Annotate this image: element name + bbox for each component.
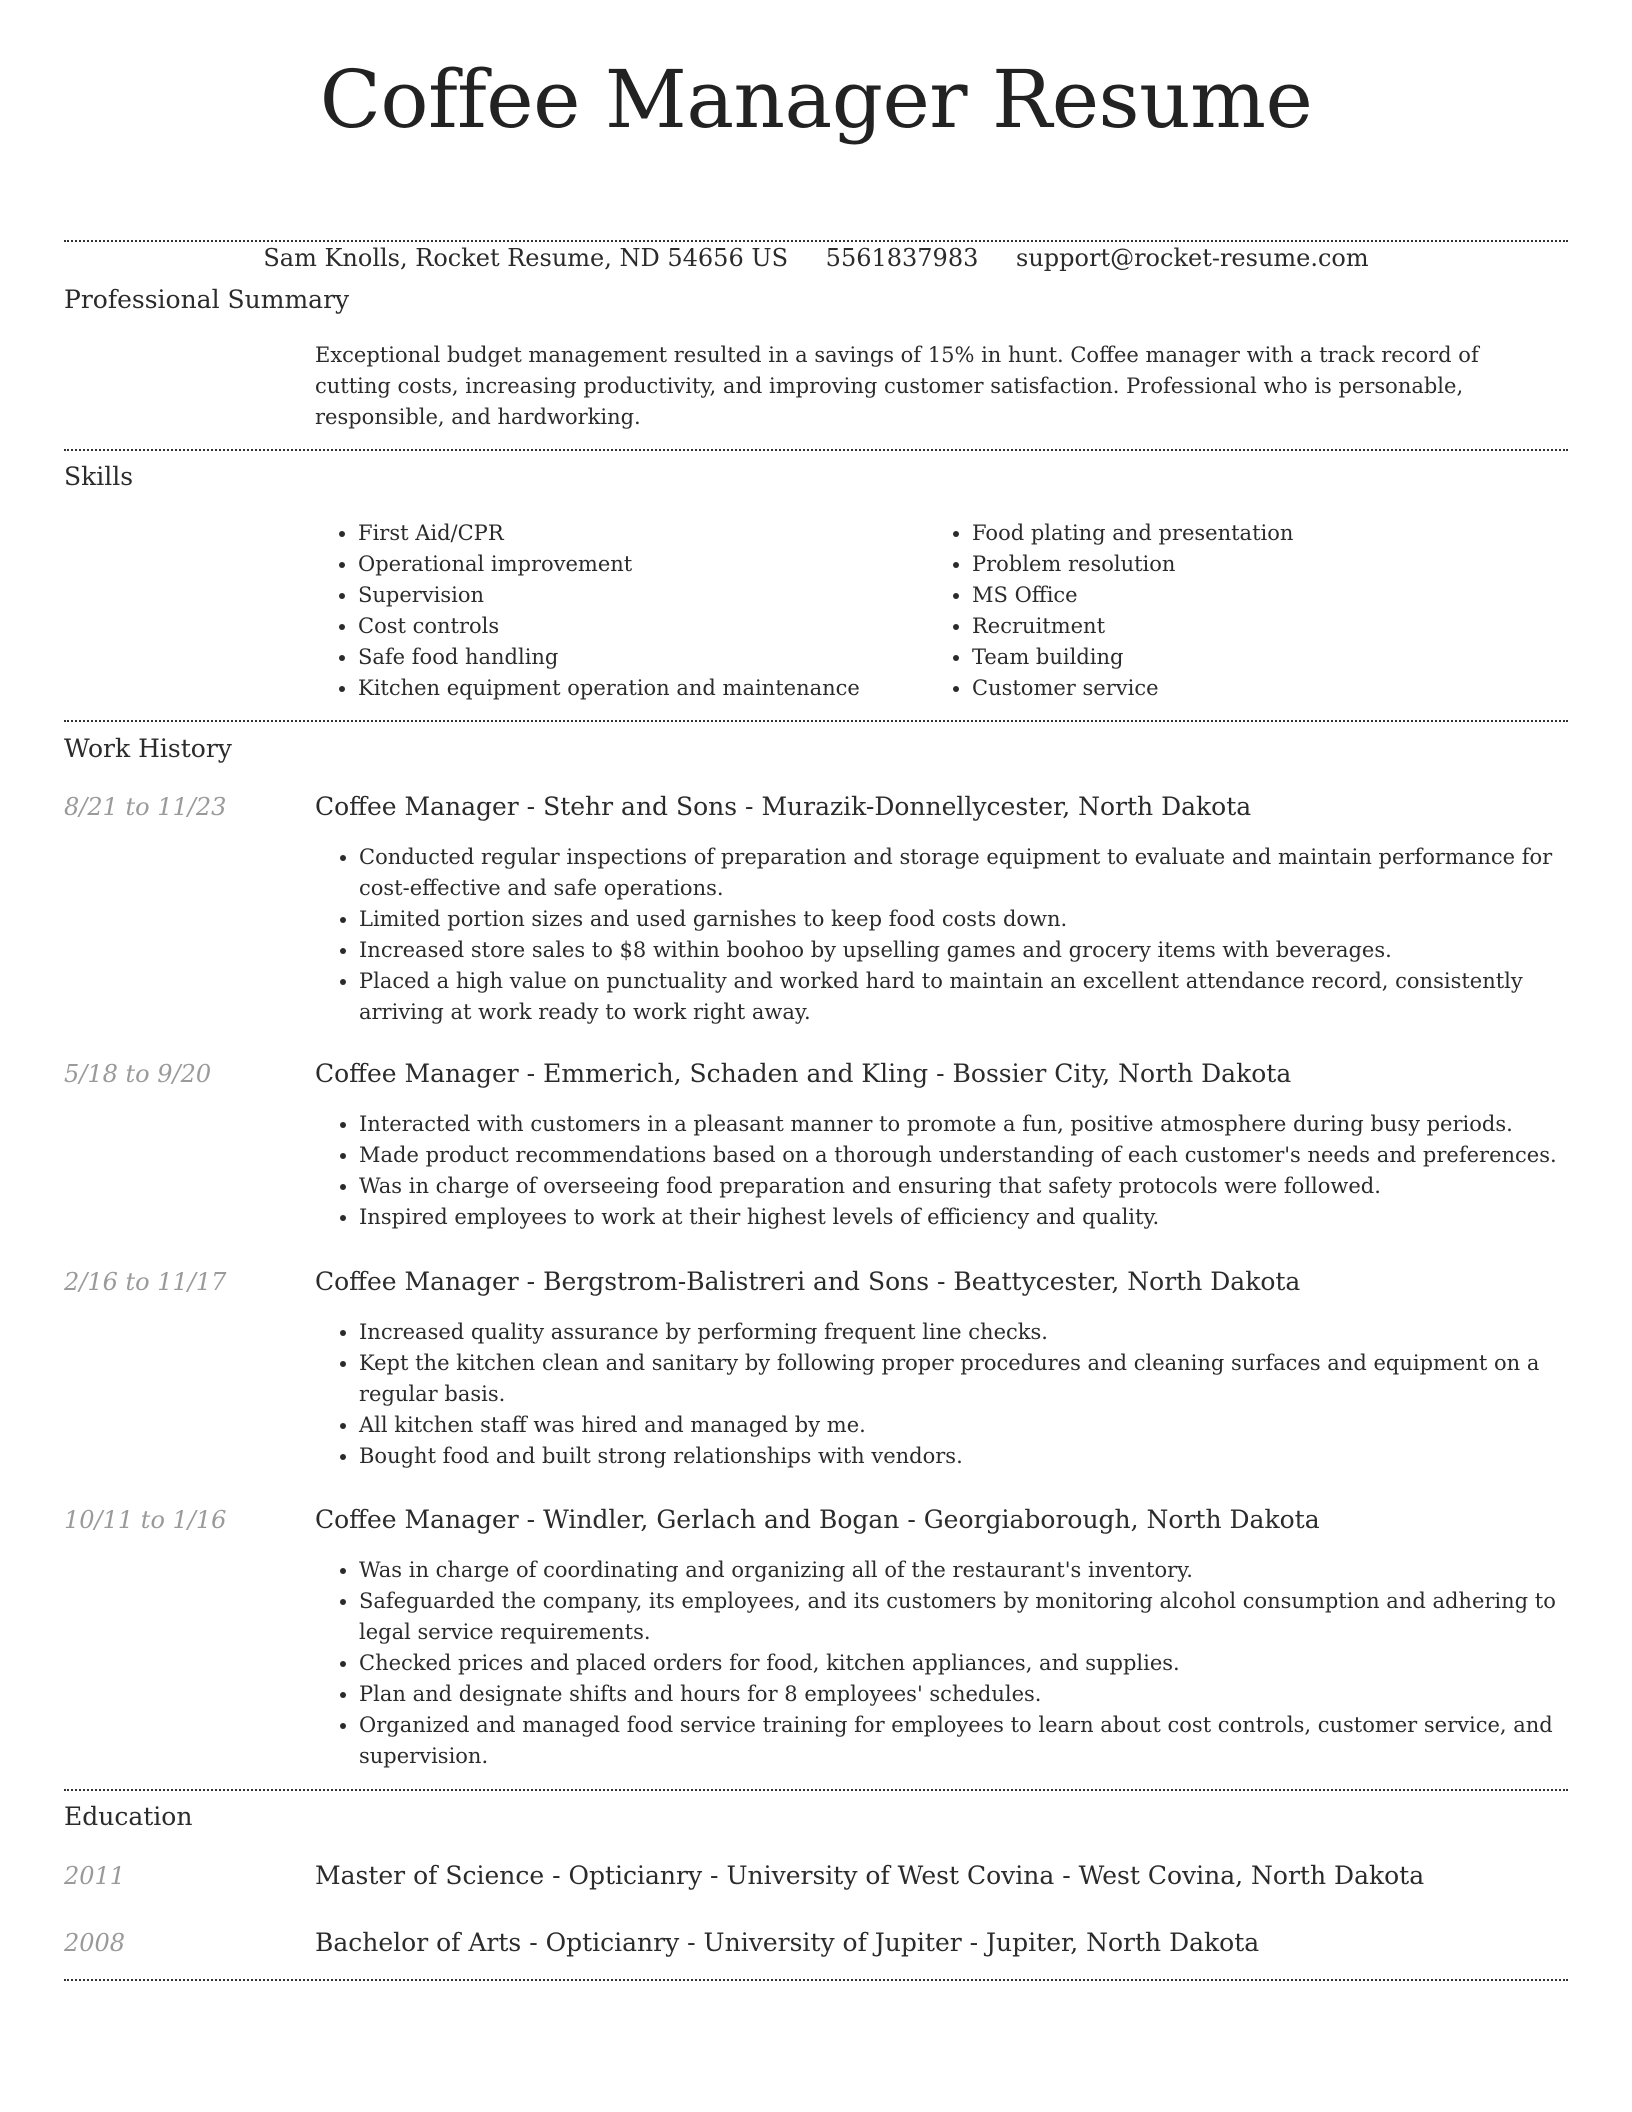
skill-item: • First Aid/CPR (358, 518, 894, 549)
job-dates: 8/21 to 11/23 (64, 793, 227, 821)
skills-right-list (928, 518, 1508, 704)
contact-address: Sam Knolls, Rocket Resume, ND 54656 US (263, 244, 789, 272)
job-dates: 5/18 to 9/20 (64, 1060, 212, 1088)
job-bullet: • Conducted regular inspections of preparation and storage equipment to evaluate and maintain performance for cost-effective and safe operations. (359, 842, 1565, 904)
job-bullet: • Placed a high value on punctuality and worked hard to maintain an excellent attendance record, consistently arriving at work ready to work right away. (359, 966, 1565, 1028)
job-bullet: • Plan and designate shifts and hours for 8 employees' schedules. (359, 1679, 1565, 1710)
contact-line (0, 242, 1632, 274)
skill-item: • MS Office (972, 580, 1508, 611)
job-dates: 10/11 to 1/16 (64, 1506, 227, 1534)
skills-heading: Skills (64, 462, 134, 491)
job-bullets (315, 1555, 1565, 1772)
education-degree: Master of Science - Opticianry - University of West Covina - West Covina, North Dakota (315, 1861, 1425, 1890)
contact-phone: 5561837983 (825, 244, 979, 272)
skill-item: • Recruitment (972, 611, 1508, 642)
job-bullet: • Inspired employees to work at their highest levels of efficiency and quality. (359, 1202, 1565, 1233)
job-bullet: • Increased store sales to $8 within boohoo by upselling games and grocery items with beverages. (359, 935, 1565, 966)
job-bullet: • Bought food and built strong relationships with vendors. (359, 1441, 1565, 1472)
work-heading: Work History (64, 734, 232, 763)
job-bullet: • All kitchen staff was hired and managed by me. (359, 1410, 1565, 1441)
education-degree: Bachelor of Arts - Opticianry - University of Jupiter - Jupiter, North Dakota (315, 1928, 1260, 1957)
skill-item: • Kitchen equipment operation and maintenance (358, 673, 894, 704)
skill-item: • Food plating and presentation (972, 518, 1508, 549)
skill-item: • Operational improvement (358, 549, 894, 580)
job-title: Coffee Manager - Stehr and Sons - Murazik-Donnellycester, North Dakota (315, 792, 1252, 821)
job-bullets (315, 842, 1565, 1028)
skills-left-list (314, 518, 894, 704)
job-bullets (315, 1317, 1565, 1472)
skills-left-column (314, 518, 894, 704)
job-bullet: • Organized and managed food service training for employees to learn about cost controls, customer service, and supervision. (359, 1710, 1565, 1772)
skill-item: • Safe food handling (358, 642, 894, 673)
job-title: Coffee Manager - Bergstrom-Balistreri and Sons - Beattycester, North Dakota (315, 1267, 1301, 1296)
job-bullets (315, 1109, 1565, 1233)
skill-item: • Problem resolution (972, 549, 1508, 580)
job-bullet: • Checked prices and placed orders for food, kitchen appliances, and supplies. (359, 1648, 1565, 1679)
skill-item: • Team building (972, 642, 1508, 673)
header-divider (64, 240, 1568, 242)
job-bullet: • Was in charge of overseeing food preparation and ensuring that safety protocols were followed. (359, 1171, 1565, 1202)
education-heading: Education (64, 1802, 193, 1831)
job-bullet: • Increased quality assurance by performing frequent line checks. (359, 1317, 1565, 1348)
work-divider (64, 1789, 1568, 1791)
contact-email: support@rocket-resume.com (1016, 244, 1369, 272)
summary-divider (64, 449, 1568, 451)
skills-divider (64, 720, 1568, 722)
job-bullet: • Kept the kitchen clean and sanitary by following proper procedures and cleaning surfaces and equipment on a regular basis. (359, 1348, 1565, 1410)
job-dates: 2/16 to 11/17 (64, 1268, 227, 1296)
job-bullet: • Was in charge of coordinating and organizing all of the restaurant's inventory. (359, 1555, 1565, 1586)
education-divider (64, 1979, 1568, 1981)
job-bullet: • Made product recommendations based on a thorough understanding of each customer's needs and preferences. (359, 1140, 1565, 1171)
education-year: 2008 (64, 1929, 126, 1957)
job-title: Coffee Manager - Windler, Gerlach and Bogan - Georgiaborough, North Dakota (315, 1505, 1320, 1534)
education-year: 2011 (64, 1862, 126, 1890)
skill-item: • Customer service (972, 673, 1508, 704)
summary-text: Exceptional budget management resulted in a savings of 15% in hunt. Coffee manager with a track record of cutting costs, increasing productivity, and improving customer satisfaction. Professional who is personable, responsible, and hardworking. (315, 343, 1479, 429)
skills-right-column (928, 518, 1508, 704)
skill-item: • Cost controls (358, 611, 894, 642)
job-bullet: • Limited portion sizes and used garnishes to keep food costs down. (359, 904, 1565, 935)
summary-heading: Professional Summary (64, 285, 350, 314)
skill-item: • Supervision (358, 580, 894, 611)
job-bullet: • Interacted with customers in a pleasant manner to promote a fun, positive atmosphere during busy periods. (359, 1109, 1565, 1140)
resume-title: Coffee Manager Resume (319, 53, 1313, 146)
job-title: Coffee Manager - Emmerich, Schaden and Kling - Bossier City, North Dakota (315, 1059, 1292, 1088)
job-bullet: • Safeguarded the company, its employees, and its customers by monitoring alcohol consumption and adhering to legal service requirements. (359, 1586, 1565, 1648)
